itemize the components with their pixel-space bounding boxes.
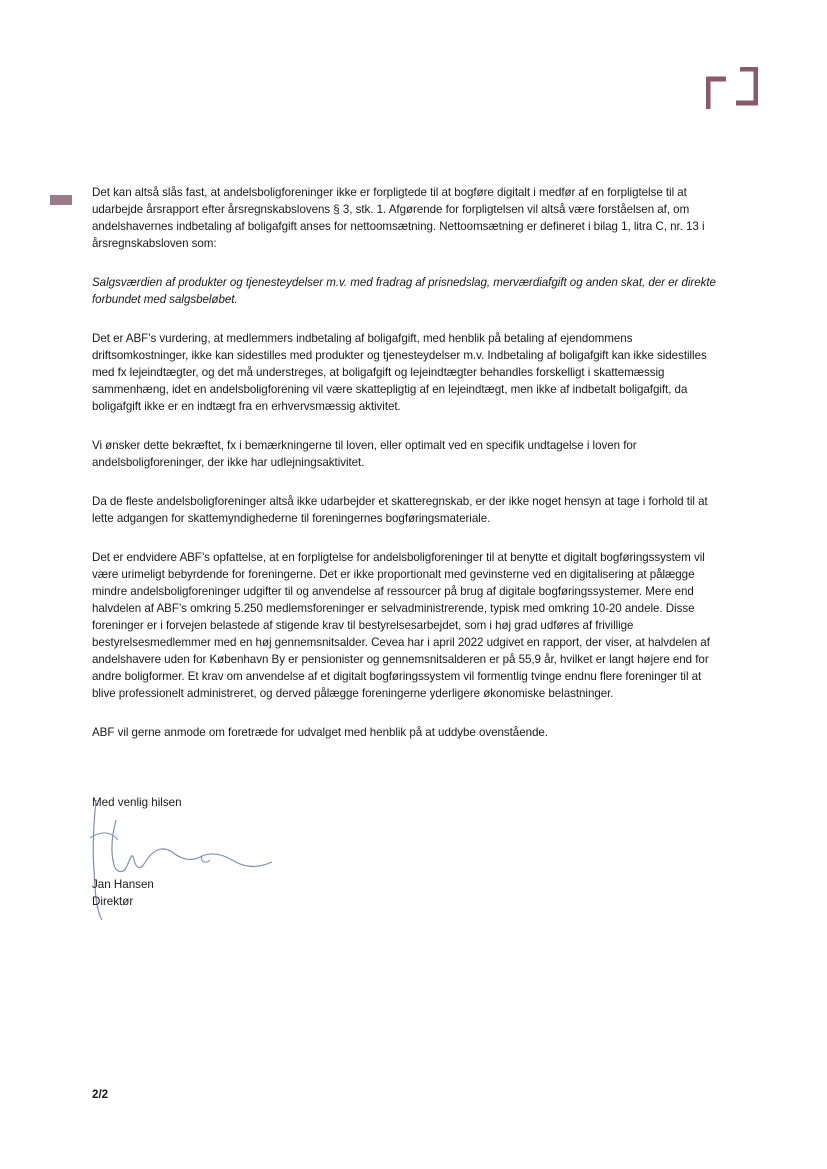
corner-brackets-icon bbox=[706, 67, 758, 111]
sender-name: Jan Hansen bbox=[92, 878, 154, 891]
margin-marker bbox=[50, 195, 72, 205]
sender-title: Direktør bbox=[92, 895, 134, 908]
letter-body bbox=[92, 184, 716, 763]
paragraph: Det er endvidere ABF’s opfattelse, at en forpligtelse for andelsboligforeninger til at benytte et digitalt bogføringssystem vil være urimeligt bebyrdende for foreningerne. Det er ikke proportionalt med gevinsterne ved en digitalisering at pålægge mindre andelsboligforeninger udgifter til og anvendelse af ressourcer på brug af digitale bogføringssystemer. Mere end halvdelen af ABF’s omkring 5.250 medlemsforeninger er selvadministrerende, typisk med omkring 10-20 andele. Disse foreninger er i forvejen belastede af stigende krav til bestyrelsesarbejdet, som i høj grad udføres af frivillige bestyrelsesmedlemmer med en høj gennemsnitsalder. Cevea har i april 2022 udgivet en rapport, der viser, at halvdelen af andelshavere uden for København By er pensionister og gennemsnitsalderen er på 55,9 år, hvilket er langt højere end for andre boligformer. Et krav om anvendelse af et digitalt bogføringssystem vil formentlig tvinge endnu flere foreninger til at blive professionelt administreret, og derved pålægge foreningerne yderligere økonomiske belastninger. bbox=[92, 551, 710, 700]
quote-paragraph: Salgsværdien af produkter og tjenesteydelser m.v. med fradrag af prisnedslag, merværdiafgift og anden skat, der er direkte forbundet med salgsbeløbet. bbox=[92, 276, 716, 306]
page-number: 2/2 bbox=[92, 1088, 109, 1101]
paragraph: Vi ønsker dette bekræftet, fx i bemærkningerne til loven, eller optimalt ved en specifik undtagelse i loven for andelsboligforeninger, der ikke har udlejningsaktivitet. bbox=[92, 439, 637, 469]
sender-block bbox=[92, 876, 154, 910]
paragraph: ABF vil gerne anmode om foretræde for udvalget med henblik på at uddybe ovenstående. bbox=[92, 726, 548, 739]
paragraph: Da de fleste andelsboligforeninger altså ikke udarbejder et skatteregnskab, er der ikke noget hensyn at tage i forhold til at lette adgangen for skattemyndighederne til foreningernes bogføringsmateriale. bbox=[92, 495, 708, 525]
paragraph: Det kan altså slås fast, at andelsboligforeninger ikke er forpligtede til at bogføre digitalt i medfør af en forpligtelse til at udarbejde årsrapport efter årsregnskabslovens § 3, stk. 1. Afgørende for forpligtelsen vil altså være forståelsen af, om andelshavernes indbetaling af boligafgift anses for nettoomsætning. Nettoomsætning er defineret i bilag 1, litra C, nr. 13 i årsregnskabsloven som: bbox=[92, 186, 705, 250]
closing-greeting: Med venlig hilsen bbox=[92, 796, 182, 809]
paragraph: Det er ABF’s vurdering, at medlemmers indbetaling af boligafgift, med henblik på betaling af ejendommens driftsomkostninger, ikke kan sidestilles med produkter og tjenesteydelser m.v. Indbetaling af boligafgift kan ikke sidestilles med fx lejeindtægter, og det må understreges, at boligafgift og lejeindtægter behandles forskelligt i skattemæssig sammenhæng, idet en andelsboligforening vil være skattepligtig af en lejeindtægt, men ikke af indbetalt boligafgift, da boligafgift ikke er en indtægt fra en erhvervsmæssig aktivitet. bbox=[92, 332, 707, 413]
